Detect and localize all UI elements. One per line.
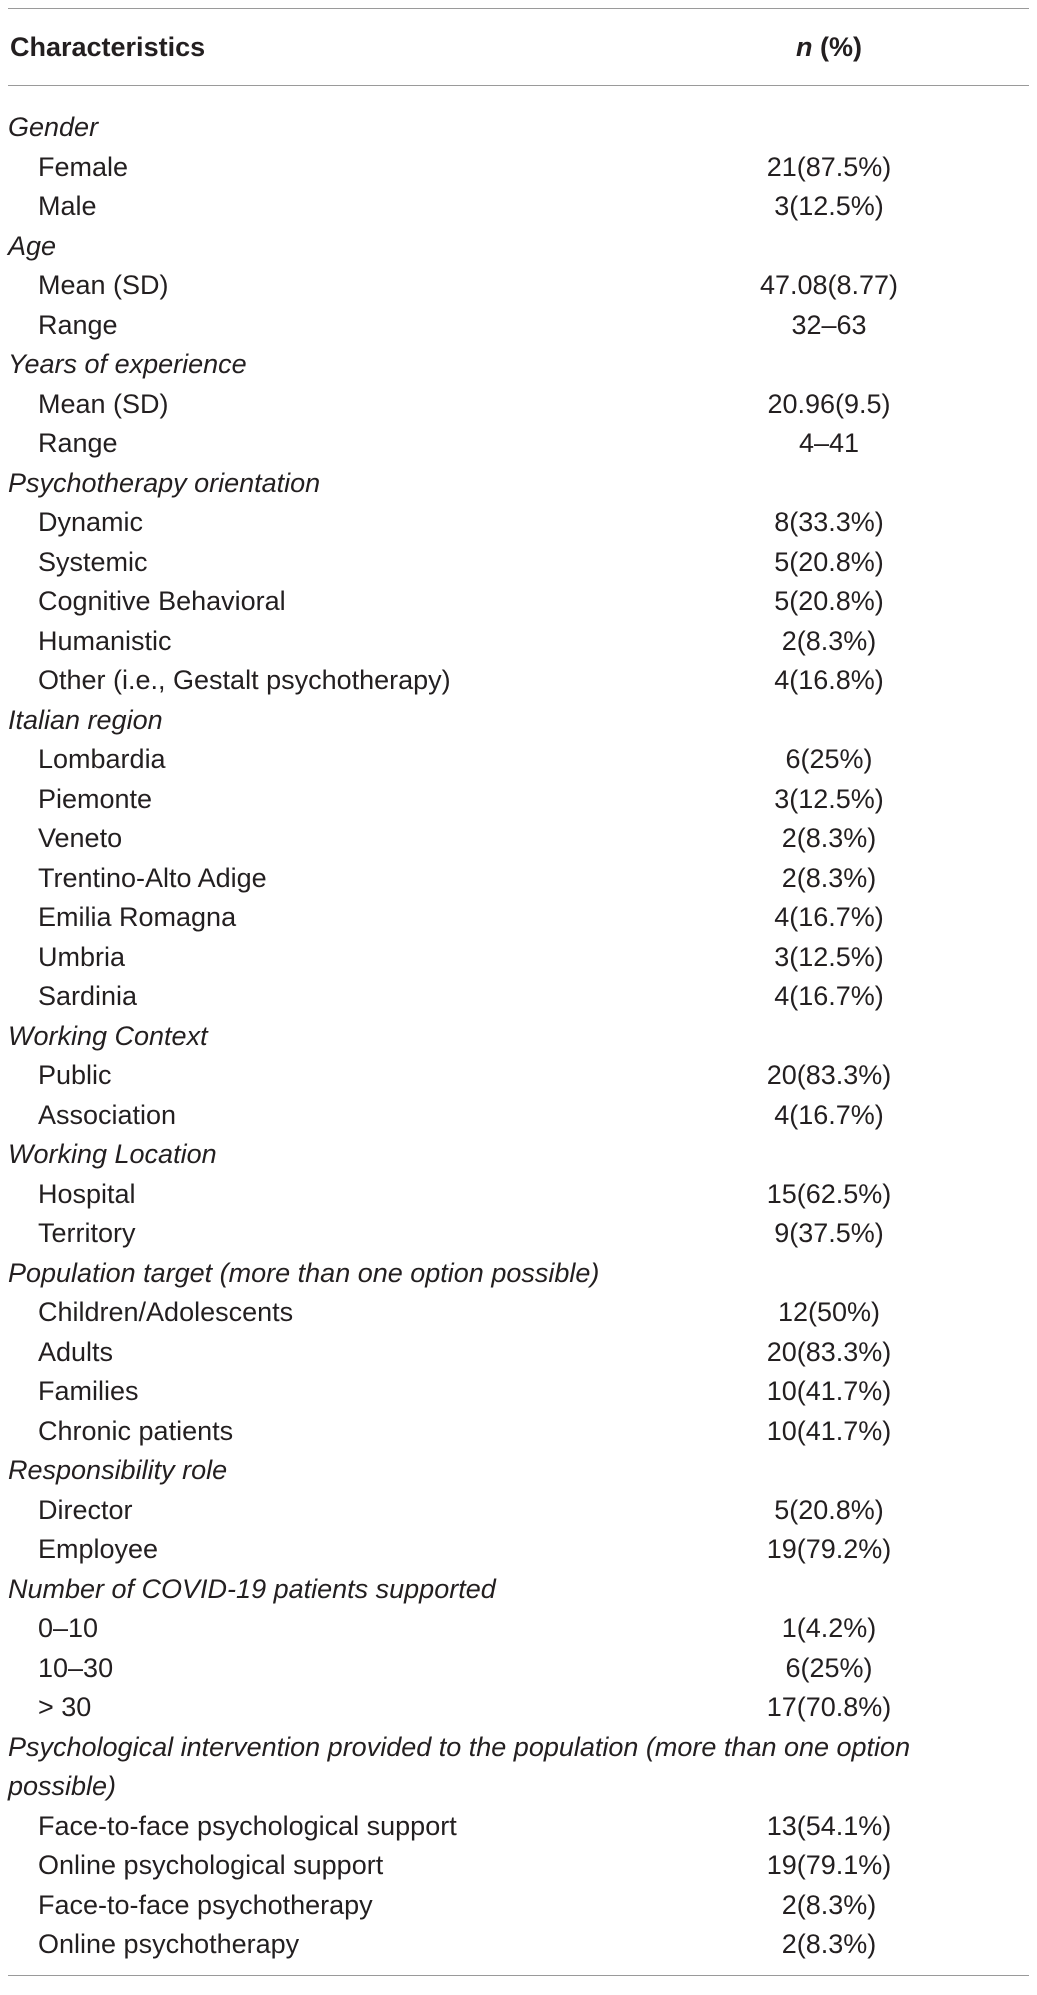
row-label: Female bbox=[38, 151, 129, 182]
row-label: Territory bbox=[38, 1218, 136, 1248]
row-value: 5(20.8%) bbox=[774, 546, 884, 577]
section-title: Psychological intervention provided to the population (more than one option possible) bbox=[8, 1731, 911, 1801]
table-row bbox=[8, 1886, 1029, 1926]
section-title: Gender bbox=[8, 112, 99, 142]
row-label: > 30 bbox=[38, 1692, 92, 1722]
row-label: Range bbox=[38, 309, 118, 340]
table-row bbox=[8, 740, 1029, 780]
row-value: 2(8.3%) bbox=[781, 823, 877, 853]
row-value: 3(12.5%) bbox=[774, 941, 884, 972]
row-label: Employee bbox=[38, 1534, 159, 1564]
section-title: Italian region bbox=[8, 704, 163, 735]
section-title: Working Context bbox=[8, 1020, 208, 1051]
row-label: 10–30 bbox=[38, 1652, 114, 1683]
table-row bbox=[8, 1530, 1029, 1570]
table-row bbox=[8, 1096, 1029, 1136]
row-value: 2(8.3%) bbox=[781, 1889, 877, 1920]
section-title: Population target (more than one option possible) bbox=[8, 1257, 600, 1288]
table-row bbox=[8, 1056, 1029, 1096]
row-value: 20(83.3%) bbox=[766, 1060, 892, 1090]
row-label: Chronic patients bbox=[38, 1415, 234, 1446]
row-value: 20.96(9.5) bbox=[767, 388, 891, 419]
row-label: Online psychological support bbox=[38, 1850, 384, 1880]
table-section-row bbox=[8, 1135, 1029, 1175]
table-row bbox=[8, 622, 1029, 662]
row-value: 4(16.7%) bbox=[774, 981, 884, 1011]
row-value: 5(20.8%) bbox=[774, 586, 884, 616]
header-n-percent bbox=[629, 32, 1029, 63]
table-row bbox=[8, 1925, 1029, 1965]
table-row bbox=[8, 1491, 1029, 1531]
table-section-row bbox=[8, 701, 1029, 741]
row-value: 4(16.7%) bbox=[774, 902, 884, 932]
row-value: 3(12.5%) bbox=[774, 783, 884, 814]
row-label: Adults bbox=[38, 1336, 114, 1367]
row-label: Mean (SD) bbox=[38, 270, 169, 300]
row-value: 4(16.8%) bbox=[774, 665, 884, 695]
table-section-row bbox=[8, 1451, 1029, 1491]
row-label: Umbria bbox=[38, 941, 126, 972]
row-label: Face-to-face psychotherapy bbox=[38, 1889, 373, 1920]
row-label: Range bbox=[38, 428, 118, 458]
table-header-row bbox=[8, 9, 1029, 85]
table-body bbox=[8, 86, 1029, 1975]
table-row bbox=[8, 503, 1029, 543]
row-value: 21(87.5%) bbox=[766, 151, 892, 182]
table-row bbox=[8, 780, 1029, 820]
row-value: 5(20.8%) bbox=[774, 1494, 884, 1525]
row-label: Face-to-face psychological support bbox=[38, 1810, 457, 1841]
table-row bbox=[8, 938, 1029, 978]
row-value: 10(41.7%) bbox=[766, 1415, 892, 1446]
section-title: Responsibility role bbox=[8, 1455, 228, 1485]
table-row bbox=[8, 1688, 1029, 1728]
table-section-row bbox=[8, 108, 1029, 148]
section-title: Years of experience bbox=[8, 349, 247, 379]
header-characteristics: Characteristics bbox=[10, 31, 206, 62]
row-value: 47.08(8.77) bbox=[759, 270, 899, 300]
table-row bbox=[8, 1333, 1029, 1373]
row-value: 19(79.2%) bbox=[766, 1534, 892, 1564]
table-row bbox=[8, 661, 1029, 701]
row-label: Other (i.e., Gestalt psychotherapy) bbox=[38, 665, 451, 695]
row-label: 0–10 bbox=[38, 1613, 99, 1643]
table-row bbox=[8, 1214, 1029, 1254]
row-label: Association bbox=[38, 1099, 177, 1130]
row-label: Dynamic bbox=[38, 507, 144, 537]
row-label: Piemonte bbox=[38, 783, 153, 814]
characteristics-table bbox=[8, 8, 1029, 1976]
table-section-row bbox=[8, 1254, 1029, 1294]
header-percent: (%) bbox=[820, 31, 862, 62]
table-row bbox=[8, 1175, 1029, 1215]
row-value: 13(54.1%) bbox=[766, 1810, 892, 1841]
section-title: Psychotherapy orientation bbox=[8, 467, 321, 498]
row-label: Emilia Romagna bbox=[38, 902, 237, 932]
table-section-row bbox=[8, 345, 1029, 385]
row-value: 19(79.1%) bbox=[766, 1850, 892, 1880]
table-row bbox=[8, 1412, 1029, 1452]
section-title: Age bbox=[8, 230, 57, 261]
header-n: n bbox=[795, 31, 813, 62]
table-row bbox=[8, 819, 1029, 859]
table-section-row bbox=[8, 464, 1029, 504]
row-value: 17(70.8%) bbox=[766, 1692, 892, 1722]
table-row bbox=[8, 385, 1029, 425]
row-label: Hospital bbox=[38, 1178, 136, 1209]
row-label: Male bbox=[38, 191, 97, 221]
table-row bbox=[8, 1609, 1029, 1649]
row-value: 10(41.7%) bbox=[766, 1376, 892, 1406]
row-label: Online psychotherapy bbox=[38, 1929, 300, 1959]
row-value: 2(8.3%) bbox=[781, 625, 877, 656]
table-row bbox=[8, 898, 1029, 938]
section-title: Number of COVID-19 patients supported bbox=[8, 1573, 496, 1604]
table-row bbox=[8, 306, 1029, 346]
table-row bbox=[8, 266, 1029, 306]
row-label: Systemic bbox=[38, 546, 148, 577]
table-row bbox=[8, 1807, 1029, 1847]
table-section-row bbox=[8, 1017, 1029, 1057]
table-row bbox=[8, 1846, 1029, 1886]
table-row bbox=[8, 977, 1029, 1017]
row-value: 20(83.3%) bbox=[766, 1336, 892, 1367]
row-value: 2(8.3%) bbox=[781, 862, 877, 893]
row-label: Mean (SD) bbox=[38, 388, 169, 419]
table-section-row bbox=[8, 227, 1029, 267]
row-value: 12(50%) bbox=[777, 1297, 881, 1327]
row-value: 2(8.3%) bbox=[781, 1929, 877, 1959]
table-bottom-rule bbox=[8, 1975, 1029, 1976]
row-value: 9(37.5%) bbox=[774, 1218, 884, 1248]
table-row bbox=[8, 187, 1029, 227]
row-value: 6(25%) bbox=[785, 744, 873, 774]
row-value: 3(12.5%) bbox=[774, 191, 884, 221]
table-row bbox=[8, 1372, 1029, 1412]
row-label: Lombardia bbox=[38, 744, 166, 774]
row-label: Families bbox=[38, 1376, 139, 1406]
row-value: 32–63 bbox=[791, 309, 867, 340]
row-label: Veneto bbox=[38, 823, 123, 853]
row-label: Director bbox=[38, 1494, 133, 1525]
table-section-row bbox=[8, 1570, 1029, 1610]
row-value: 1(4.2%) bbox=[781, 1613, 877, 1643]
table-row bbox=[8, 148, 1029, 188]
row-value: 6(25%) bbox=[785, 1652, 873, 1683]
row-value: 4–41 bbox=[798, 428, 860, 458]
table-row bbox=[8, 424, 1029, 464]
row-label: Public bbox=[38, 1060, 112, 1090]
row-label: Trentino-Alto Adige bbox=[38, 862, 267, 893]
section-title: Working Location bbox=[8, 1139, 217, 1169]
row-label: Sardinia bbox=[38, 981, 138, 1011]
table-row bbox=[8, 1293, 1029, 1333]
row-label: Children/Adolescents bbox=[38, 1297, 294, 1327]
row-value: 4(16.7%) bbox=[774, 1099, 884, 1130]
row-label: Cognitive Behavioral bbox=[38, 586, 286, 616]
table-row bbox=[8, 543, 1029, 583]
table-row bbox=[8, 582, 1029, 622]
table-row bbox=[8, 1649, 1029, 1689]
row-value: 8(33.3%) bbox=[774, 507, 884, 537]
row-label: Humanistic bbox=[38, 625, 172, 656]
row-value: 15(62.5%) bbox=[766, 1178, 892, 1209]
table-section-row bbox=[8, 1728, 1029, 1807]
table-row bbox=[8, 859, 1029, 899]
